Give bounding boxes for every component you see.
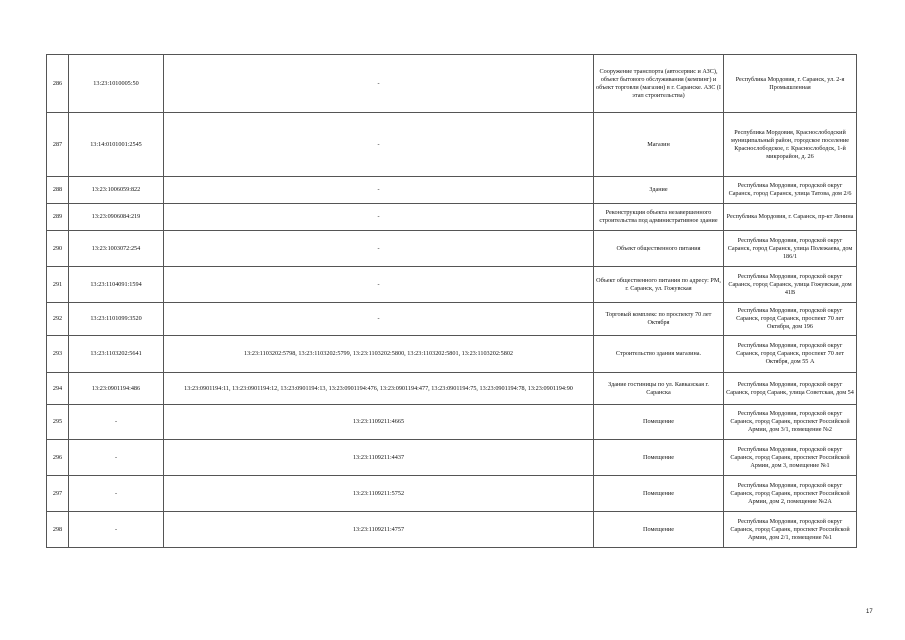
cadastral-number-cell: 13:23:1003072:254 (69, 231, 164, 267)
cadastral-number-cell: 13:23:0901194:486 (69, 373, 164, 405)
row-number-cell: 288 (47, 177, 69, 204)
cadastral-number-cell: - (69, 512, 164, 548)
linked-objects-cell: 13:23:1109211:4437 (164, 440, 594, 476)
row-number-cell: 286 (47, 55, 69, 113)
row-number-cell: 298 (47, 512, 69, 548)
table-row (47, 267, 857, 303)
linked-objects-cell: 13:23:1109211:5752 (164, 476, 594, 512)
cadastral-number-cell: - (69, 405, 164, 440)
linked-objects-cell: - (164, 231, 594, 267)
linked-objects-cell: - (164, 177, 594, 204)
cadastral-number-cell: 13:23:1010005:50 (69, 55, 164, 113)
cadastral-number-cell: 13:23:1006059:822 (69, 177, 164, 204)
linked-objects-cell: 13:23:1109211:4757 (164, 512, 594, 548)
linked-objects-cell: 13:23:1103202:5798, 13:23:1103202:5799, 13:23:1103202:5800, 13:23:1103202:5801, 13:23:1103202:5802 (164, 336, 594, 373)
object-name-cell: Магазин (594, 113, 724, 177)
row-number-cell: 296 (47, 440, 69, 476)
address-cell: Республика Мордовия, городской округ Саранск, город Саранск, улица Гожувская, дом 41В (724, 267, 857, 303)
table-row (47, 512, 857, 548)
cadastral-number-cell: 13:23:0906084:219 (69, 204, 164, 231)
object-name-cell: Помещение (594, 476, 724, 512)
object-name-cell: Торговый комплекс по проспекту 70 лет Октября (594, 303, 724, 336)
table-row (47, 336, 857, 373)
table-row (47, 231, 857, 267)
address-cell: Республика Мордовия, г. Саранск, пр-кт Ленина (724, 204, 857, 231)
table-row (47, 373, 857, 405)
row-number-cell: 290 (47, 231, 69, 267)
object-name-cell: Помещение (594, 440, 724, 476)
table-row (47, 113, 857, 177)
cadastral-number-cell: - (69, 476, 164, 512)
address-cell: Республика Мордовия, городской округ Саранск, город Саранск, проспект 70 лет Октября, дом 196 (724, 303, 857, 336)
row-number-cell: 287 (47, 113, 69, 177)
registry-table-body (47, 55, 857, 548)
object-name-cell: Объект общественного питания (594, 231, 724, 267)
row-number-cell: 292 (47, 303, 69, 336)
row-number-cell: 293 (47, 336, 69, 373)
object-name-cell: Строительство здания магазина. (594, 336, 724, 373)
row-number-cell: 297 (47, 476, 69, 512)
cadastral-number-cell: 13:23:1104091:1594 (69, 267, 164, 303)
object-name-cell: Здание (594, 177, 724, 204)
object-name-cell: Сооружение транспорта (автосервис и АЗС), объект бытового обслуживания (кемпинг) и объект торговли (магазин) в г. Саранске. АЗС (I этап строительства) (594, 55, 724, 113)
page-number: 17 (866, 609, 873, 615)
linked-objects-cell: - (164, 113, 594, 177)
table-row (47, 440, 857, 476)
object-name-cell: Реконструкция объекта незавершенного строительства под административное здание (594, 204, 724, 231)
address-cell: Республика Мордовия, городской округ Саранск, город Саранк, проспект Российской Армии, дом 2, помещение №2А (724, 476, 857, 512)
table-row (47, 177, 857, 204)
linked-objects-cell: - (164, 267, 594, 303)
linked-objects-cell: - (164, 204, 594, 231)
object-name-cell: Объект общественного питания по адресу: РМ, г. Саранск, ул. Гожувская (594, 267, 724, 303)
registry-table (46, 54, 857, 548)
cadastral-number-cell: 13:14:0101001:2545 (69, 113, 164, 177)
table-row (47, 204, 857, 231)
linked-objects-cell: 13:23:1109211:4665 (164, 405, 594, 440)
object-name-cell: Помещение (594, 405, 724, 440)
address-cell: Республика Мордовия, городской округ Саранск, город Саранск, улица Полежаева, дом 186/1 (724, 231, 857, 267)
address-cell: Республика Мордовия, городской округ Саранск, город Саранк, проспект Российской Армии, дом 2/1, помещение №1 (724, 512, 857, 548)
address-cell: Республика Мордовия, городской округ Саранск, город Саранк, проспект Российской Армии, дом 3/1, помещение №2 (724, 405, 857, 440)
table-row (47, 405, 857, 440)
row-number-cell: 289 (47, 204, 69, 231)
linked-objects-cell: - (164, 55, 594, 113)
object-name-cell: Здание гостиницы по ул. Кавказская г. Саранска (594, 373, 724, 405)
row-number-cell: 291 (47, 267, 69, 303)
linked-objects-cell: - (164, 303, 594, 336)
linked-objects-cell: 13:23:0901194:11, 13:23:0901194:12, 13:23:0901194:13, 13:23:0901194:476, 13:23:0901194:477, 13:23:0901194:75, 13:23:0901194:78, 13:23:0901194:90 (164, 373, 594, 405)
address-cell: Республика Мордовия, городской округ Саранск, город Саранск, улица Татова, дом 2/6 (724, 177, 857, 204)
table-row (47, 476, 857, 512)
address-cell: Республика Мордовия, городской округ Саранск, город Саранск, проспект 70 лет Октября, дом 55 А (724, 336, 857, 373)
address-cell: Республика Мордовия, городской округ Саранск, город Саранк, улица Советская, дом 54 (724, 373, 857, 405)
cadastral-number-cell: - (69, 440, 164, 476)
address-cell: Республика Мордовия, г. Саранск, ул. 2-я Промышленная (724, 55, 857, 113)
address-cell: Республика Мордовия, городской округ Саранск, город Саранк, проспект Российской Армии, дом 3, помещение №1 (724, 440, 857, 476)
cadastral-number-cell: 13:23:1101099:3520 (69, 303, 164, 336)
table-row (47, 303, 857, 336)
row-number-cell: 295 (47, 405, 69, 440)
table-row (47, 55, 857, 113)
row-number-cell: 294 (47, 373, 69, 405)
object-name-cell: Помещение (594, 512, 724, 548)
cadastral-number-cell: 13:23:1103202:5641 (69, 336, 164, 373)
address-cell: Республика Мордовия, Краснослободский муниципальный район, городское поселение Краснослободское, г. Краснослободск, 1-й микрорайон, д. 26 (724, 113, 857, 177)
